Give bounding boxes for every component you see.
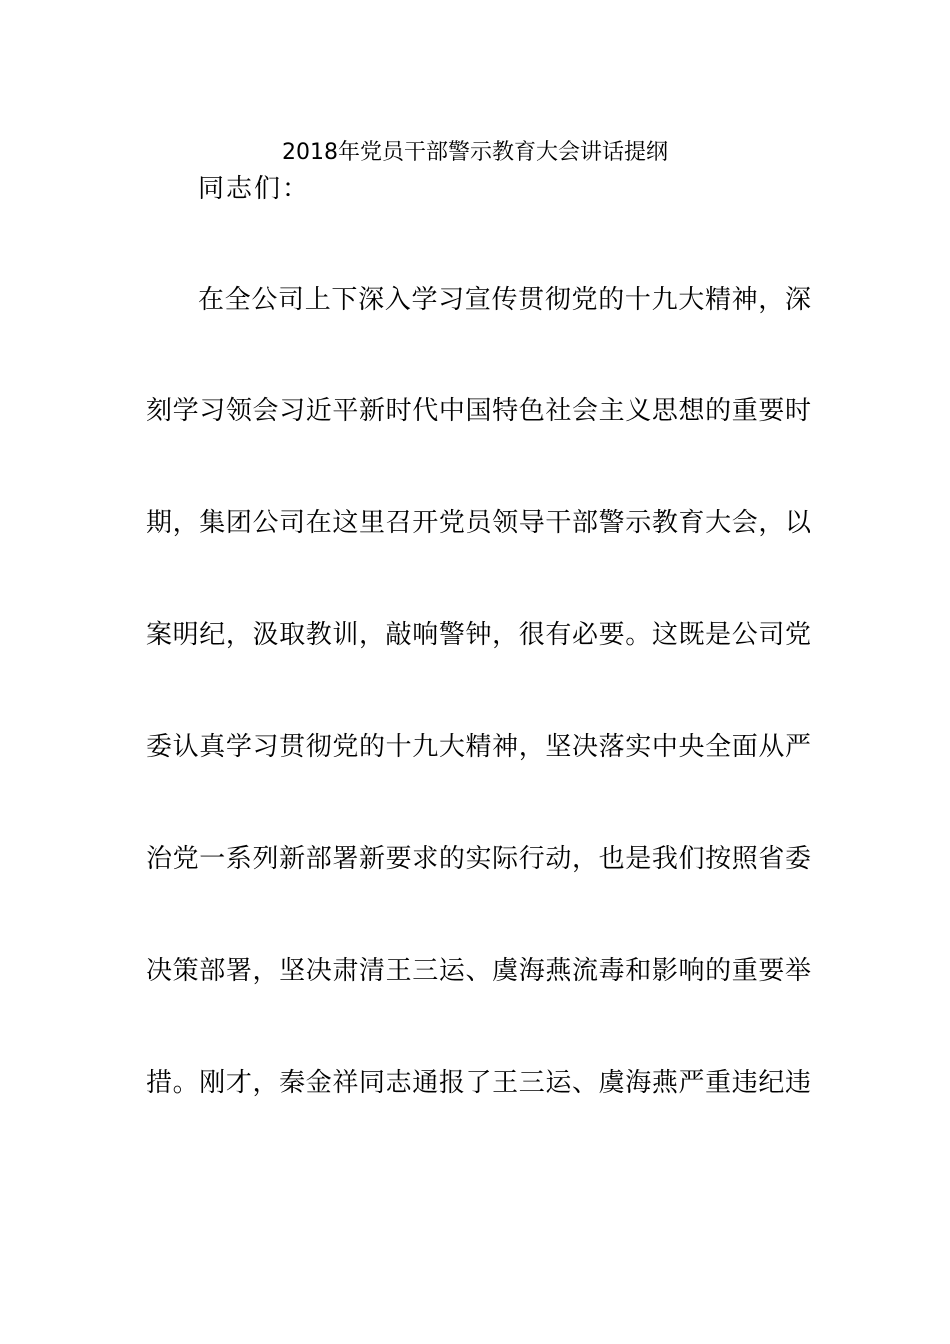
document-title: 2018年党员干部警示教育大会讲话提纲 bbox=[282, 140, 668, 165]
body-line-8: 措。刚才，秦金祥同志通报了王三运、虞海燕严重违纪违 bbox=[146, 1068, 811, 1098]
body-line-1: 在全公司上下深入学习宣传贯彻党的十九大精神，深 bbox=[198, 285, 811, 315]
salutation: 同志们： bbox=[198, 174, 311, 204]
body-line-4: 案明纪，汲取教训，敲响警钟，很有必要。这既是公司党 bbox=[146, 620, 811, 650]
body-line-2: 刻学习领会习近平新时代中国特色社会主义思想的重要时 bbox=[146, 396, 811, 426]
body-line-3: 期，集团公司在这里召开党员领导干部警示教育大会，以 bbox=[146, 508, 811, 538]
body-line-6: 治党一系列新部署新要求的实际行动，也是我们按照省委 bbox=[146, 844, 811, 874]
body-line-5: 委认真学习贯彻党的十九大精神，坚决落实中央全面从严 bbox=[146, 732, 811, 762]
body-line-7: 决策部署，坚决肃清王三运、虞海燕流毒和影响的重要举 bbox=[146, 956, 811, 986]
